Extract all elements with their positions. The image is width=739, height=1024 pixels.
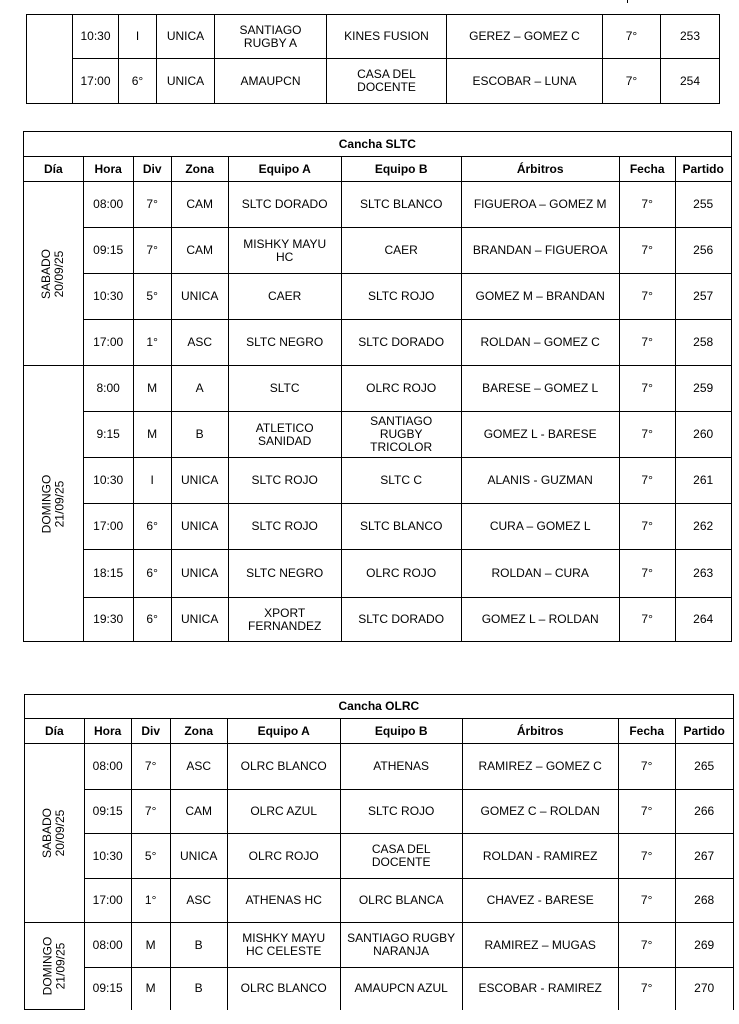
arbitros-cell: BRANDAN – FIGUEROA	[461, 228, 619, 274]
div-cell: M	[133, 412, 171, 458]
equipo-a-cell: SLTC	[228, 366, 341, 412]
day-cell-sabado	[24, 182, 84, 366]
zona-cell: UNICA	[171, 274, 228, 320]
fecha-cell: 7°	[603, 59, 661, 104]
day-cell-domingo	[24, 366, 84, 642]
equipo-a-cell: MISHKY MAYU HC	[228, 228, 341, 274]
equipo-b-cell: SANTIAGO RUGBY TRICOLOR	[341, 412, 461, 458]
col-header-arbitros: Árbitros	[462, 719, 618, 744]
hora-cell: 17:00	[83, 504, 133, 550]
fecha-cell: 7°	[619, 366, 675, 412]
zona-cell: ASC	[171, 320, 228, 366]
olrc-table-header	[25, 695, 734, 744]
equipo-b-cell: SLTC DORADO	[341, 598, 461, 642]
equipo-a-cell: ATLETICO SANIDAD	[228, 412, 341, 458]
div-cell: 7°	[133, 228, 171, 274]
col-header-zona: Zona	[171, 157, 228, 182]
fecha-cell: 7°	[619, 504, 675, 550]
div-cell: 6°	[133, 504, 171, 550]
table-row	[24, 458, 732, 504]
col-header-dia: Día	[24, 157, 84, 182]
equipo-b-cell: OLRC ROJO	[341, 366, 461, 412]
div-cell: 6°	[133, 550, 171, 598]
fecha-cell: 7°	[619, 182, 675, 228]
equipo-a-cell: OLRC BLANCO	[227, 968, 340, 1010]
arbitros-cell: GOMEZ M – BRANDAN	[461, 274, 619, 320]
div-cell: 6°	[119, 59, 157, 104]
sltc-table-body	[24, 182, 732, 642]
hora-cell: 08:00	[84, 744, 131, 790]
zona-cell: ASC	[170, 879, 227, 923]
equipo-b-cell: OLRC BLANCA	[340, 879, 462, 923]
equipo-b-cell: SLTC C	[341, 458, 461, 504]
fecha-cell: 7°	[618, 968, 675, 1010]
table-row	[24, 274, 732, 320]
table-row	[25, 834, 734, 879]
div-cell: M	[131, 968, 170, 1010]
arbitros-cell: ROLDAN – GOMEZ C	[461, 320, 619, 366]
column-header-row	[24, 157, 732, 182]
equipo-b-cell: SLTC BLANCO	[341, 182, 461, 228]
equipo-a-cell: SLTC NEGRO	[228, 320, 341, 366]
hora-cell: 10:30	[84, 834, 131, 879]
col-header-equipo-a: Equipo A	[228, 157, 341, 182]
equipo-b-cell: OLRC ROJO	[341, 550, 461, 598]
hora-cell: 17:00	[83, 320, 133, 366]
equipo-b-cell: SLTC BLANCO	[341, 504, 461, 550]
table-row	[24, 228, 732, 274]
table-row	[24, 412, 732, 458]
fecha-cell: 7°	[603, 15, 661, 59]
equipo-a-cell: CAER	[228, 274, 341, 320]
table-row	[24, 550, 732, 598]
arbitros-cell: GOMEZ L - BARESE	[461, 412, 619, 458]
zona-cell: UNICA	[171, 504, 228, 550]
zona-cell: UNICA	[171, 550, 228, 598]
div-cell: 1°	[131, 879, 170, 923]
hora-cell: 18:15	[83, 550, 133, 598]
arbitros-cell: FIGUEROA – GOMEZ M	[461, 182, 619, 228]
div-cell: 6°	[133, 598, 171, 642]
div-cell: I	[119, 15, 157, 59]
day-cell-domingo	[25, 923, 85, 1010]
table-row	[24, 598, 732, 642]
table-row	[25, 923, 734, 968]
equipo-b-cell: SLTC ROJO	[341, 274, 461, 320]
col-header-arbitros: Árbitros	[461, 157, 619, 182]
hora-cell: 09:15	[84, 790, 131, 834]
partido-cell: 253	[661, 15, 720, 59]
table-row	[24, 366, 732, 412]
table-title: Cancha OLRC	[25, 695, 734, 719]
day-cell-sabado	[25, 744, 85, 923]
arbitros-cell: RAMIREZ – GOMEZ C	[462, 744, 618, 790]
equipo-a-cell: OLRC BLANCO	[227, 744, 340, 790]
zona-cell: UNICA	[157, 15, 215, 59]
arbitros-cell: ROLDAN - RAMIREZ	[462, 834, 618, 879]
arbitros-cell: RAMIREZ – MUGAS	[462, 923, 618, 968]
equipo-b-cell: AMAUPCN AZUL	[340, 968, 462, 1010]
div-cell: I	[133, 458, 171, 504]
col-header-div: Div	[133, 157, 171, 182]
col-header-hora: Hora	[83, 157, 133, 182]
table-row	[24, 182, 732, 228]
fecha-cell: 7°	[618, 744, 675, 790]
zona-cell: B	[170, 923, 227, 968]
equipo-b-cell: SLTC ROJO	[340, 790, 462, 834]
fecha-cell: 7°	[619, 550, 675, 598]
partido-cell: 270	[675, 968, 733, 1010]
col-header-dia: Día	[25, 719, 85, 744]
col-header-equipo-a: Equipo A	[227, 719, 340, 744]
partido-cell: 263	[675, 550, 731, 598]
partido-cell: 265	[675, 744, 733, 790]
arbitros-cell: GEREZ – GOMEZ C	[447, 15, 603, 59]
equipo-a-cell: SLTC NEGRO	[228, 550, 341, 598]
col-header-div: Div	[131, 719, 170, 744]
zona-cell: ASC	[170, 744, 227, 790]
col-header-zona: Zona	[170, 719, 227, 744]
col-header-equipo-b: Equipo B	[340, 719, 462, 744]
arbitros-cell: ESCOBAR – LUNA	[447, 59, 603, 104]
col-header-partido: Partido	[675, 157, 731, 182]
div-cell: 1°	[133, 320, 171, 366]
fecha-cell: 7°	[619, 412, 675, 458]
equipo-a-cell: OLRC ROJO	[227, 834, 340, 879]
hora-cell: 17:00	[84, 879, 131, 923]
zona-cell: B	[170, 968, 227, 1010]
arbitros-cell: GOMEZ L – ROLDAN	[461, 598, 619, 642]
equipo-a-cell: ATHENAS HC	[227, 879, 340, 923]
page-corner-mark	[627, 0, 632, 3]
fecha-cell: 7°	[619, 274, 675, 320]
zona-cell: B	[171, 412, 228, 458]
hora-cell: 08:00	[83, 182, 133, 228]
col-header-fecha: Fecha	[619, 157, 675, 182]
hora-cell: 10:30	[83, 458, 133, 504]
col-header-equipo-b: Equipo B	[341, 157, 461, 182]
schedule-table-sltc	[23, 131, 732, 642]
arbitros-cell: ROLDAN – CURA	[461, 550, 619, 598]
partido-cell: 266	[675, 790, 733, 834]
equipo-a-cell: SLTC ROJO	[228, 504, 341, 550]
equipo-b-cell: KINES FUSION	[327, 15, 447, 59]
col-header-hora: Hora	[84, 719, 131, 744]
table-row	[24, 504, 732, 550]
div-cell: 7°	[131, 744, 170, 790]
partido-cell: 260	[675, 412, 731, 458]
equipo-a-cell: SLTC DORADO	[228, 182, 341, 228]
partido-cell: 268	[675, 879, 733, 923]
div-cell: 7°	[131, 790, 170, 834]
equipo-b-cell: SANTIAGO RUGBY NARANJA	[340, 923, 462, 968]
table-row	[25, 744, 734, 790]
day-label: SABADO 20/09/25	[40, 807, 68, 859]
div-cell: M	[133, 366, 171, 412]
sltc-table-header	[24, 132, 732, 182]
arbitros-cell: ESCOBAR - RAMIREZ	[462, 968, 618, 1010]
zona-cell: UNICA	[157, 59, 215, 104]
table-row	[24, 320, 732, 366]
div-cell: M	[131, 923, 170, 968]
partido-cell: 256	[675, 228, 731, 274]
column-header-row	[25, 719, 734, 744]
partido-cell: 264	[675, 598, 731, 642]
arbitros-cell: GOMEZ C – ROLDAN	[462, 790, 618, 834]
equipo-b-cell: ATHENAS	[340, 744, 462, 790]
arbitros-cell: ALANIS - GUZMAN	[461, 458, 619, 504]
equipo-b-cell: CASA DEL DOCENTE	[340, 834, 462, 879]
zona-cell: UNICA	[170, 834, 227, 879]
olrc-table-body	[25, 744, 734, 1010]
schedule-table-olrc	[24, 694, 734, 1010]
arbitros-cell: CHAVEZ - BARESE	[462, 879, 618, 923]
fecha-cell: 7°	[619, 458, 675, 504]
table-title: Cancha SLTC	[24, 132, 732, 157]
fecha-cell: 7°	[618, 790, 675, 834]
hora-cell: 9:15	[83, 412, 133, 458]
hora-cell: 09:15	[84, 968, 131, 1010]
partido-cell: 267	[675, 834, 733, 879]
fecha-cell: 7°	[619, 320, 675, 366]
zona-cell: A	[171, 366, 228, 412]
table-row	[25, 790, 734, 834]
equipo-b-cell: CASA DEL DOCENTE	[327, 59, 447, 104]
hora-cell: 17:00	[73, 59, 119, 104]
equipo-a-cell: OLRC AZUL	[227, 790, 340, 834]
hora-cell: 10:30	[83, 274, 133, 320]
partido-cell: 254	[661, 59, 720, 104]
fecha-cell: 7°	[619, 598, 675, 642]
div-cell: 5°	[131, 834, 170, 879]
hora-cell: 09:15	[83, 228, 133, 274]
equipo-b-cell: SLTC DORADO	[341, 320, 461, 366]
arbitros-cell: CURA – GOMEZ L	[461, 504, 619, 550]
equipo-a-cell: MISHKY MAYU HC CELESTE	[227, 923, 340, 968]
col-header-partido: Partido	[675, 719, 733, 744]
div-cell: 5°	[133, 274, 171, 320]
schedule-table-continued	[26, 14, 720, 104]
equipo-a-cell: SANTIAGO RUGBY A	[215, 15, 327, 59]
partido-cell: 261	[675, 458, 731, 504]
div-cell: 7°	[133, 182, 171, 228]
fecha-cell: 7°	[618, 834, 675, 879]
zona-cell: UNICA	[171, 458, 228, 504]
day-label: SABADO 20/09/25	[39, 248, 67, 299]
hora-cell: 8:00	[83, 366, 133, 412]
zona-cell: CAM	[171, 228, 228, 274]
continued-table-body	[27, 15, 720, 104]
day-cell	[27, 15, 73, 104]
fecha-cell: 7°	[619, 228, 675, 274]
partido-cell: 257	[675, 274, 731, 320]
equipo-b-cell: CAER	[341, 228, 461, 274]
zona-cell: UNICA	[171, 598, 228, 642]
table-row	[25, 879, 734, 923]
zona-cell: CAM	[170, 790, 227, 834]
partido-cell: 258	[675, 320, 731, 366]
partido-cell: 259	[675, 366, 731, 412]
equipo-a-cell: AMAUPCN	[215, 59, 327, 104]
table-row	[27, 15, 720, 59]
day-label: DOMINGO 21/09/25	[39, 474, 67, 533]
partido-cell: 269	[675, 923, 733, 968]
col-header-fecha: Fecha	[618, 719, 675, 744]
arbitros-cell: BARESE – GOMEZ L	[461, 366, 619, 412]
hora-cell: 19:30	[83, 598, 133, 642]
day-label: DOMINGO 21/09/25	[40, 936, 68, 996]
equipo-a-cell: XPORT FERNANDEZ	[228, 598, 341, 642]
partido-cell: 262	[675, 504, 731, 550]
hora-cell: 08:00	[84, 923, 131, 968]
equipo-a-cell: SLTC ROJO	[228, 458, 341, 504]
partido-cell: 255	[675, 182, 731, 228]
zona-cell: CAM	[171, 182, 228, 228]
fecha-cell: 7°	[618, 879, 675, 923]
fecha-cell: 7°	[618, 923, 675, 968]
table-row	[27, 59, 720, 104]
table-row	[25, 968, 734, 1010]
hora-cell: 10:30	[73, 15, 119, 59]
